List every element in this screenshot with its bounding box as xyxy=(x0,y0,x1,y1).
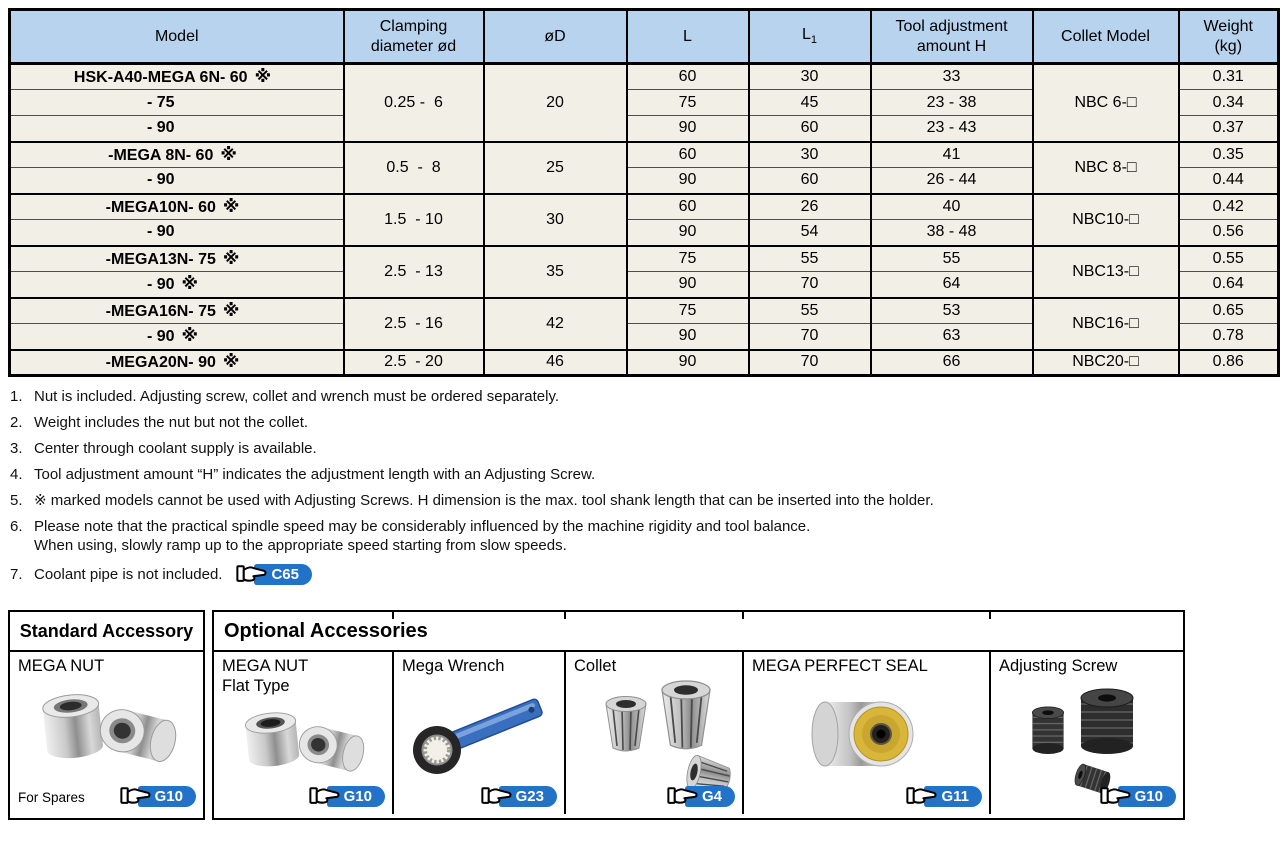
col-header-od: øD xyxy=(484,10,627,64)
od-cell: 25 xyxy=(484,142,627,194)
divider-tick xyxy=(392,612,394,619)
weight-cell: 0.35 xyxy=(1179,142,1279,168)
l1-cell: 30 xyxy=(749,142,871,168)
l-cell: 60 xyxy=(627,64,749,90)
spec-table xyxy=(8,8,1280,377)
l1-cell: 45 xyxy=(749,90,871,116)
standard-accessory-title: Standard Accessory xyxy=(10,612,203,652)
weight-cell: 0.65 xyxy=(1179,298,1279,324)
optional-accessories-title: Optional Accessories xyxy=(214,612,1183,652)
accessories-section xyxy=(8,610,1285,820)
l1-cell: 55 xyxy=(749,246,871,272)
l-cell: 75 xyxy=(627,90,749,116)
clamping-cell: 0.5 - 8 xyxy=(344,142,484,194)
weight-cell: 0.64 xyxy=(1179,272,1279,298)
col-header-l1: $L_1$ xyxy=(749,10,871,64)
l-cell: 60 xyxy=(627,194,749,220)
clamping-cell: 1.5 - 10 xyxy=(344,194,484,246)
h-cell: 23 - 38 xyxy=(871,90,1033,116)
adjusting-screw-image xyxy=(1012,676,1162,796)
h-cell: 38 - 48 xyxy=(871,220,1033,246)
od-cell: 35 xyxy=(484,246,627,298)
collet-cell: NBC20-□ xyxy=(1033,350,1179,376)
pointing-hand-icon xyxy=(1100,784,1131,808)
l-cell: 90 xyxy=(627,220,749,246)
h-cell: 23 - 43 xyxy=(871,116,1033,142)
note-2: 2. Weight includes the nut but not the collet. xyxy=(10,414,309,431)
od-cell: 20 xyxy=(484,64,627,142)
od-cell: 42 xyxy=(484,298,627,350)
col-header-weight: Weight (kg) xyxy=(1179,10,1279,64)
clamping-cell: 0.25 - 6 xyxy=(344,64,484,142)
pointing-hand-icon xyxy=(667,784,698,808)
weight-cell: 0.37 xyxy=(1179,116,1279,142)
l1-cell: 55 xyxy=(749,298,871,324)
accessory-cell-mega-wrench: Mega Wrench G23 xyxy=(392,652,564,814)
page-ref-g10-flat[interactable]: G10 xyxy=(309,784,385,808)
collet-cell: NBC16-□ xyxy=(1033,298,1179,350)
mega-nut-image xyxy=(27,678,187,778)
h-cell: 41 xyxy=(871,142,1033,168)
standard-accessory-box xyxy=(8,610,205,820)
spec-table-header-row xyxy=(10,10,1279,64)
table-row xyxy=(10,64,1279,90)
l-cell: 75 xyxy=(627,246,749,272)
l1-cell: 70 xyxy=(749,324,871,350)
l1-cell: 70 xyxy=(749,272,871,298)
h-cell: 66 xyxy=(871,350,1033,376)
page-ref-g4[interactable]: G4 xyxy=(667,784,735,808)
model-cell: - 90 xyxy=(10,168,344,194)
optional-accessories-box xyxy=(212,610,1185,820)
col-header-l: L xyxy=(627,10,749,64)
weight-cell: 0.42 xyxy=(1179,194,1279,220)
spec-table-section xyxy=(8,8,1277,377)
reference-mark: ※ xyxy=(254,67,272,86)
collet-cell: NBC 6-□ xyxy=(1033,64,1179,142)
model-cell: - 75 xyxy=(10,90,344,116)
col-header-collet-model: Collet Model xyxy=(1033,10,1179,64)
h-cell: 53 xyxy=(871,298,1033,324)
divider-tick xyxy=(742,612,744,619)
divider-tick xyxy=(989,612,991,619)
page-ref-g11[interactable]: G11 xyxy=(906,784,982,808)
model-cell: -MEGA20N- 90 ※ xyxy=(10,350,344,376)
accessory-caption: For Spares xyxy=(18,790,85,805)
col-header-tool-adjustment: Tool adjustment amount H xyxy=(871,10,1033,64)
pointing-hand-icon xyxy=(481,784,512,808)
accessory-cell-mega-perfect-seal: MEGA PERFECT SEAL G11 xyxy=(742,652,989,814)
collet-cell: NBC10-□ xyxy=(1033,194,1179,246)
collet-cell: NBC13-□ xyxy=(1033,246,1179,298)
l-cell: 90 xyxy=(627,350,749,376)
page-ref-g10-screw[interactable]: G10 xyxy=(1100,784,1176,808)
h-cell: 33 xyxy=(871,64,1033,90)
h-cell: 64 xyxy=(871,272,1033,298)
table-row xyxy=(10,246,1279,272)
collet-image xyxy=(574,666,734,796)
model-cell: -MEGA13N- 75 ※ xyxy=(10,246,344,272)
pointing-hand-icon xyxy=(120,784,151,808)
l-cell: 60 xyxy=(627,142,749,168)
accessory-cell-mega-nut-flat: MEGA NUT Flat Type G10 xyxy=(214,652,392,814)
pointing-hand-icon xyxy=(236,562,267,586)
model-cell: -MEGA16N- 75 ※ xyxy=(10,298,344,324)
h-cell: 63 xyxy=(871,324,1033,350)
l1-cell: 60 xyxy=(749,116,871,142)
model-cell: - 90 xyxy=(10,116,344,142)
model-cell: - 90 ※ xyxy=(10,272,344,298)
l-cell: 75 xyxy=(627,298,749,324)
model-cell: - 90 ※ xyxy=(10,324,344,350)
weight-cell: 0.55 xyxy=(1179,246,1279,272)
l1-cell: 54 xyxy=(749,220,871,246)
model-cell: HSK-A40-MEGA 6N- 60 ※ xyxy=(10,64,344,90)
weight-cell: 0.34 xyxy=(1179,90,1279,116)
note-3: 3. Center through coolant supply is available. xyxy=(10,440,317,457)
weight-cell: 0.86 xyxy=(1179,350,1279,376)
l-cell: 90 xyxy=(627,116,749,142)
divider-tick xyxy=(564,612,566,619)
mega-wrench-image xyxy=(399,682,559,782)
weight-cell: 0.44 xyxy=(1179,168,1279,194)
table-row xyxy=(10,142,1279,168)
table-row xyxy=(10,350,1279,376)
note-5: 5. ※ marked models cannot be used with Adjusting Screws. H dimension is the max. tool shank length that can be inserted into the holder. xyxy=(10,492,934,509)
note-7: 7. Coolant pipe is not included. C65 xyxy=(10,562,1285,586)
footnotes xyxy=(10,387,1285,586)
l-cell: 90 xyxy=(627,168,749,194)
col-header-clamping-diameter: Clamping diameter ød xyxy=(344,10,484,64)
mega-nut-flat-image xyxy=(228,696,378,786)
model-cell: -MEGA 8N- 60 ※ xyxy=(10,142,344,168)
clamping-cell: 2.5 - 16 xyxy=(344,298,484,350)
weight-cell: 0.31 xyxy=(1179,64,1279,90)
accessory-cell-adjusting-screw: Adjusting Screw G10 xyxy=(989,652,1183,814)
l1-cell: 26 xyxy=(749,194,871,220)
note-6: 6. Please note that the practical spindle speed may be considerably influenced by the machine rigidity and tool balance. When using, slowly ramp up to the appropriate speed starting from slow speeds. xyxy=(10,518,811,554)
page-ref-g23[interactable]: G23 xyxy=(481,784,557,808)
page-ref-c65[interactable] xyxy=(236,562,312,586)
pointing-hand-icon xyxy=(309,784,340,808)
l1-cell: 60 xyxy=(749,168,871,194)
h-cell: 40 xyxy=(871,194,1033,220)
l1-cell: 30 xyxy=(749,64,871,90)
ref-badge-label: C65 xyxy=(254,564,312,585)
accessory-cell-collet: Collet G4 xyxy=(564,652,742,814)
od-cell: 30 xyxy=(484,194,627,246)
l1-cell: 70 xyxy=(749,350,871,376)
clamping-cell: 2.5 - 20 xyxy=(344,350,484,376)
weight-cell: 0.56 xyxy=(1179,220,1279,246)
accessory-cell-mega-nut xyxy=(10,652,203,814)
pointing-hand-icon xyxy=(906,784,937,808)
h-cell: 55 xyxy=(871,246,1033,272)
clamping-cell: 2.5 - 13 xyxy=(344,246,484,298)
collet-cell: NBC 8-□ xyxy=(1033,142,1179,194)
model-cell: - 90 xyxy=(10,220,344,246)
model-cell: -MEGA10N- 60 ※ xyxy=(10,194,344,220)
h-cell: 26 - 44 xyxy=(871,168,1033,194)
page-ref-g10-standard[interactable]: G10 xyxy=(120,784,196,808)
l-cell: 90 xyxy=(627,324,749,350)
note-1: 1. Nut is included. Adjusting screw, collet and wrench must be ordered separately. xyxy=(10,388,559,405)
accessory-name: MEGA NUT xyxy=(18,657,105,675)
table-row xyxy=(10,298,1279,324)
od-cell: 46 xyxy=(484,350,627,376)
mega-perfect-seal-image xyxy=(777,684,957,784)
weight-cell: 0.78 xyxy=(1179,324,1279,350)
table-row xyxy=(10,194,1279,220)
l-cell: 90 xyxy=(627,272,749,298)
col-header-model: Model xyxy=(10,10,344,64)
note-4: 4. Tool adjustment amount “H” indicates the adjustment length with an Adjusting Screw. xyxy=(10,466,596,483)
